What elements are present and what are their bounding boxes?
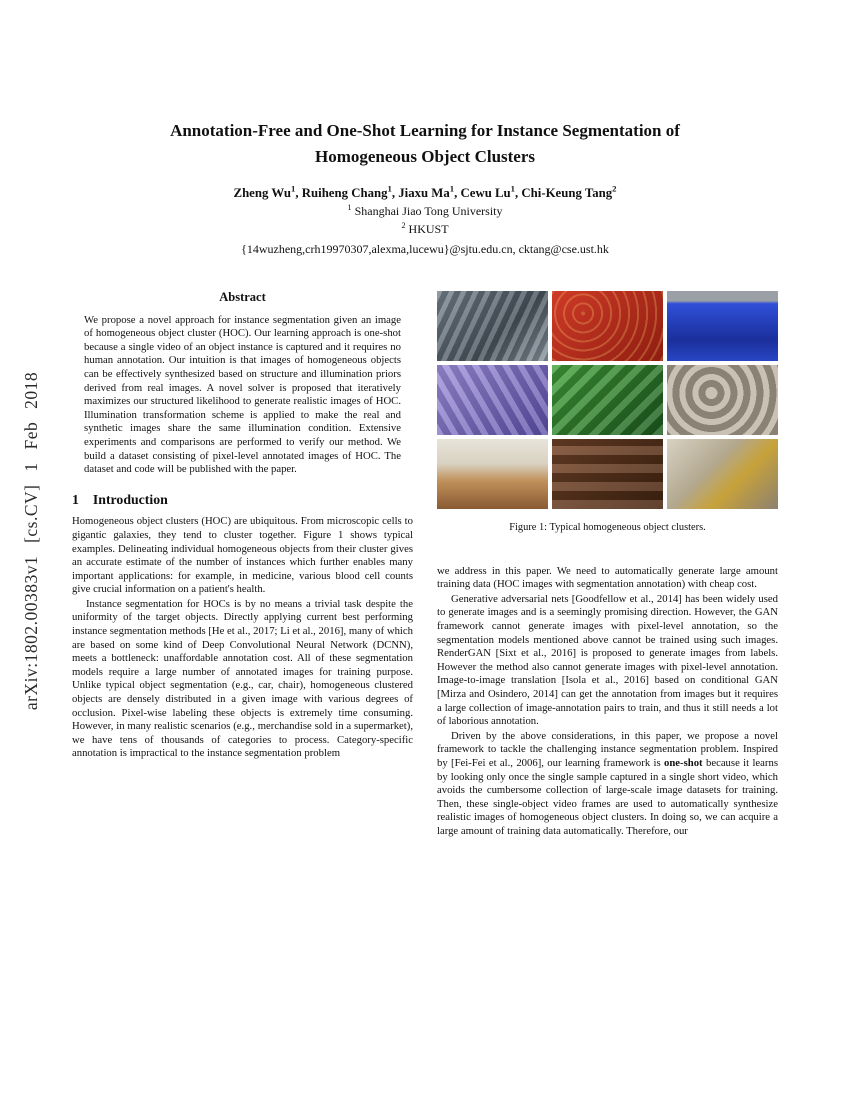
- paper-title-line2: Homogeneous Object Clusters: [314, 146, 536, 166]
- author-line: [72, 183, 778, 201]
- author-affil-sup: 1: [510, 183, 516, 194]
- author-separator: ,: [515, 186, 522, 200]
- email-line: {14wuzheng,crh19970307,alexma,lucewu}@sjtu.edu.cn, cktang@cse.ust.hk: [241, 242, 609, 256]
- figure-cell-fish-pile: [437, 291, 548, 361]
- author-name: Jiaxu Ma: [398, 186, 450, 200]
- arxiv-sidebar-label: arXiv:1802.00383v1 [cs.CV] 1 Feb 2018: [21, 371, 41, 711]
- author-name: Ruiheng Chang: [301, 186, 388, 200]
- figure-cell-purple-bacteria: [437, 365, 548, 435]
- figure-1-image-grid: [437, 291, 778, 509]
- paragraph-segment: Driven by the above considerations, in this paper, we propose a novel framework to tackle the challenging instance segmentation problem. Inspired by [Fei-Fei et al., 2006], our learning framework is: [437, 729, 778, 769]
- author-separator: ,: [454, 186, 461, 200]
- affiliation-name: Shanghai Jiao Tong University: [354, 204, 503, 218]
- abstract-heading: Abstract: [219, 290, 266, 304]
- affiliation-line-2: [72, 222, 778, 237]
- figure-1-caption: Figure 1: Typical homogeneous object clusters.: [509, 522, 706, 533]
- figure-cell-construction-site: [667, 439, 778, 509]
- figure-cell-green-mint-leaves: [552, 365, 663, 435]
- author-separator: ,: [295, 186, 302, 200]
- figure-cell-strawberries: [552, 291, 663, 361]
- figure-cell-pebbles: [667, 365, 778, 435]
- author-name: Zheng Wu: [233, 186, 292, 200]
- abstract-text: We propose a novel approach for instance segmentation given an image of homogeneous object cluster (HOC). Our learning approach is one-shot because a single video of an object instance is captured and it requires no human annotation. Our intuition is that images of homogeneous objects can be effectively synthesized based on structure and illumination priors derived from real images. A novel solver is proposed that iteratively maximizes our structured likelihood to generate realistic images of HOC. Illumination transformation scheme is applied to make the real and synthetic images share the same illumination condition. Extensive experiments and comparisons are performed to verify our method. We build a dataset consisting of pixel-level annotated images of HOC. The dataset and code will be published with the paper.: [84, 313, 401, 476]
- paragraph-segment: because it learns by looking only once the single sample captured in a single short video, which avoids the cumbersome collection of large-scale image datasets for training. Then, these single-object video frames are used to automatically synthesize realistic images of homogeneous object clusters. In doing so, we can acquire a large amount of training data automatically. Therefore, our: [437, 756, 778, 837]
- affiliation-sup: 1: [347, 203, 352, 212]
- intro-paragraph-2: Instance segmentation for HOCs is by no means a trivial task despite the uniformity of the target objects. Directly applying current best performing instance segmentation methods [He et al., 2017; Li et al., 2016], many of which are based on some kind of Deep Convolutional Neural Network (DCNN), meets a bottleneck: unaffordable annotation cost. All of these segmentation models require a large number of annotated images for training purpose. Unlike typical object segmentation (e.g., car, chair), homogeneous clustered objects are densely distributed in a given image with various degrees of occlusion. Pixel-wise labeling these objects is extremely time consuming. However, in many realistic scenarios (e.g., merchandise sold in a supermarket), we have tens of thousands of categories to process. Category-specific annotation is impractical to the instance segmentation problem: [72, 597, 413, 760]
- intro-paragraph-1: Homogeneous object clusters (HOC) are ubiquitous. From microscopic cells to gigantic galaxies, they tend to cluster together. Figure 1 shows typical examples. Delineating individual homogeneous objects from their cluster gives an accurate estimate of the number of instances which further enables many important applications: for example, in medicine, various blood cell counts give crucial information on a patient's health.: [72, 515, 413, 596]
- paper-title-line1: Annotation-Free and One-Shot Learning for Instance Segmentation of: [170, 121, 680, 140]
- section-number: 1: [72, 491, 79, 507]
- affiliation-sup: 2: [401, 221, 406, 230]
- paper-content: [72, 0, 778, 838]
- section-heading-introduction: [72, 493, 413, 507]
- paper-title: [72, 118, 778, 169]
- author-separator: ,: [391, 186, 399, 200]
- figure-cell-brown-bricks: [552, 439, 663, 509]
- figure-cell-warehouse-goods: [437, 439, 548, 509]
- affiliation-name: HKUST: [408, 222, 449, 236]
- author-affil-sup: 2: [612, 183, 617, 194]
- body-paragraph-gan: Generative adversarial nets [Goodfellow et al., 2014] has been widely used to generate images and is a seemingly promising direction. However, the GAN framework cannot generate images with pixel-level annotation, so the segmentation models mentioned above cannot be trained using such images. RenderGAN [Sixt et al., 2016] is proposed to generate images from labels. However the method also cannot generate images with pixel-level annotation. Image-to-image translation [Isola et al., 2016] based on conditional GAN [Mirza and Osindero, 2014] can get the annotation from images but it requires a large collection of image-annotation pairs to train, and thus it still needs a lot of laborious annotation.: [437, 592, 778, 728]
- two-column-body: [72, 291, 778, 838]
- figure-cell-blue-crate-shellfish: [667, 291, 778, 361]
- author-affil-sup: 1: [291, 183, 296, 194]
- author-affil-sup: 1: [387, 183, 392, 194]
- right-column-text: [437, 565, 778, 839]
- author-name: Chi-Keung Tang: [521, 186, 613, 200]
- body-paragraph-continued: we address in this paper. We need to automatically generate large amount training data (HOC images with segmentation annotation) with cheap cost.: [437, 564, 778, 591]
- one-shot-emphasis: one-shot: [664, 756, 703, 769]
- affiliation-line-1: [72, 204, 778, 219]
- body-paragraph-framework: [437, 730, 778, 839]
- author-name: Cewu Lu: [460, 186, 511, 200]
- author-affil-sup: 1: [449, 183, 455, 194]
- section-title: Introduction: [92, 491, 168, 507]
- left-column: [72, 291, 413, 838]
- right-column: [437, 291, 778, 838]
